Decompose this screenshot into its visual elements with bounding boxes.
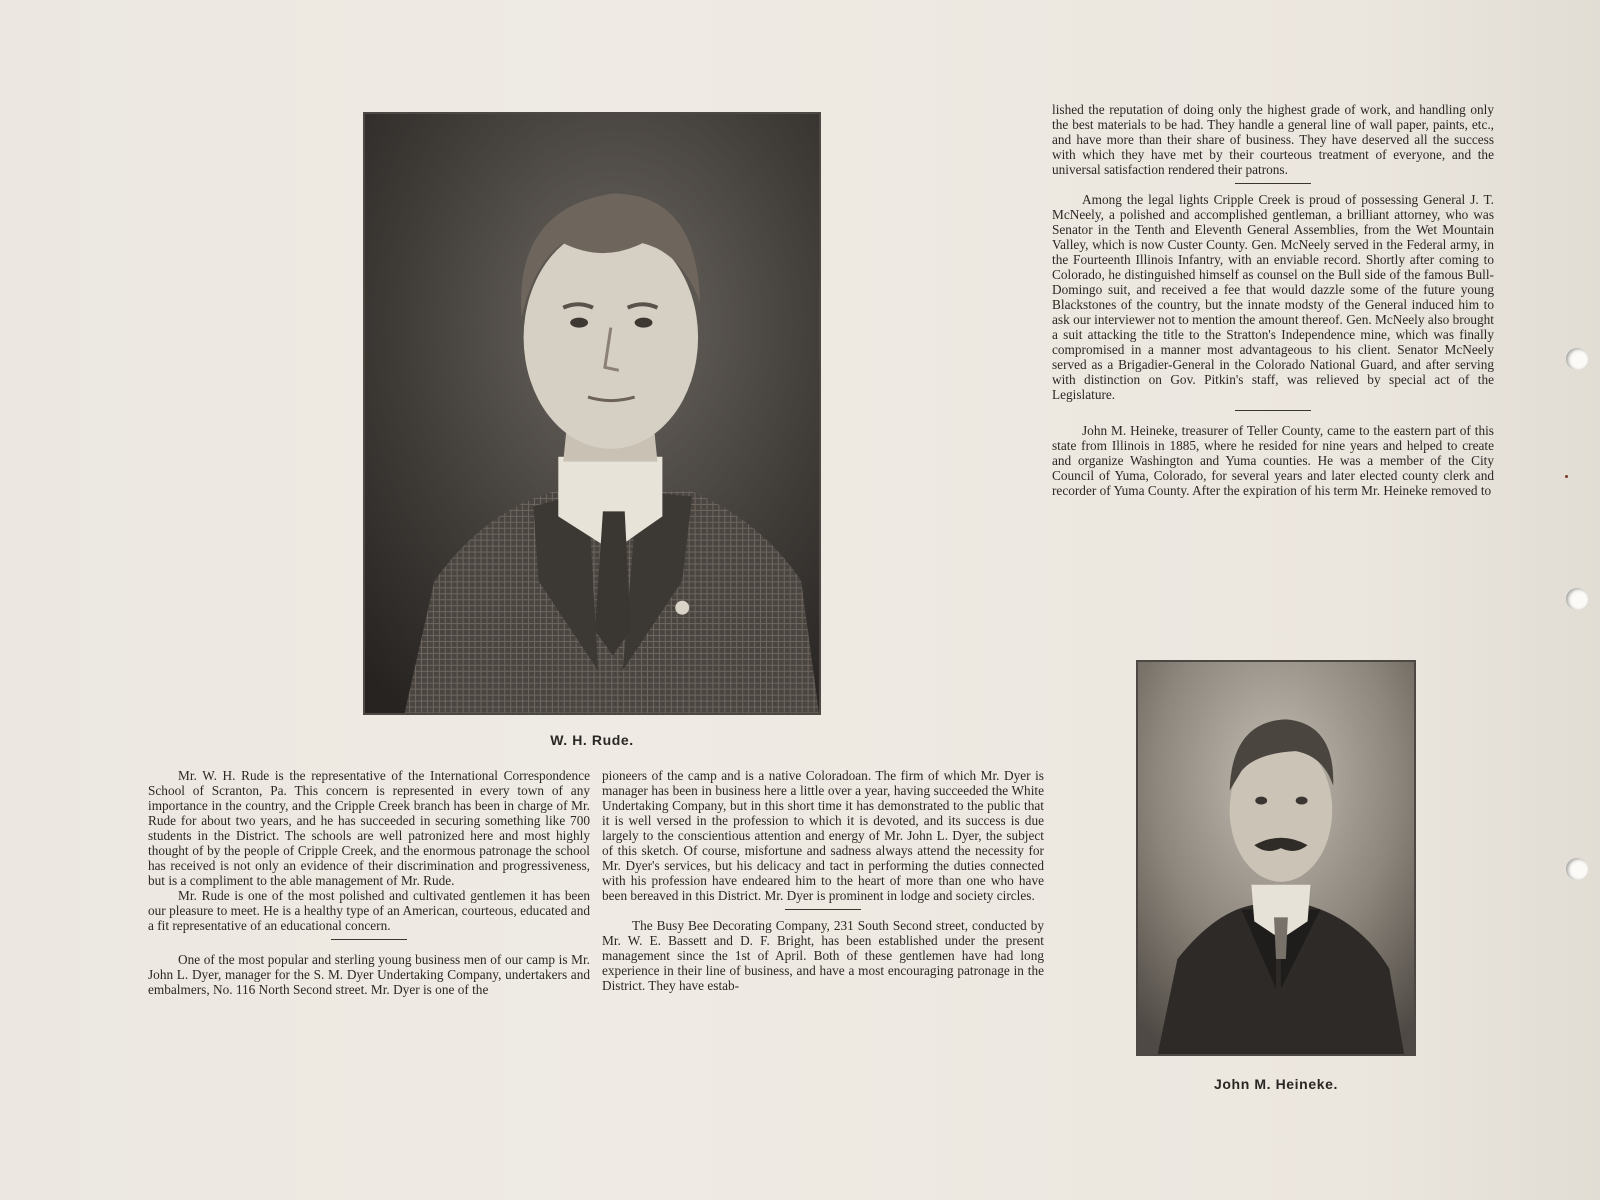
paper-speck [1565,475,1568,478]
paragraph-dyer-continued: pioneers of the camp and is a native Coloradoan. The firm of which Mr. Dyer is manager has been in business here a little over a year, having succeeded the White Undertaking Company, but in this short time it has demonstrated to the public that it is well versed in the profession to which it is devoted, and its success is due largely to the conscientious attention and energy of Mr. John L. Dyer, the subject of this sketch. Of course, misfortune and sadness always attend the necessity for Mr. Dyer's services, but his delicacy and tact in performing the duties connected with his profession have endeared him to the heart of more than one who have been bereaved in this District. Mr. Dyer is prominent in lodge and society circles. [602,768,1044,903]
paragraph-busy-bee-continued: lished the reputation of doing only the highest grade of work, and handling only the best materials to be had. They handle a general line of wall paper, paints, etc., and have more than their share of business. They have deserved all the success with which they have met by their courteous treatment of everyone, and the universal satisfaction rendered their patrons. [1052,102,1494,177]
section-divider [1235,410,1311,411]
portrait-w-h-rude-image [365,114,819,713]
binder-hole-bottom [1566,858,1588,880]
section-divider [785,909,861,910]
portrait-john-m-heineke-image [1138,662,1414,1054]
paragraph-mcneely: Among the legal lights Cripple Creek is proud of possessing General J. T. McNeely, a polished and accomplished gentleman, a brilliant attorney, who was Senator in the Tenth and Eleventh General Assemblies, from the Wet Mountain Valley, which is now Custer County. Gen. McNeely served in the Federal army, in the Fourteenth Illinois Infantry, with an enviable record. Shortly after coming to Colorado, he distinguished himself as counsel on the Bull side of the famous Bull-Domingo suit, and received a fee that would dazzle some of the future young Blackstones of the country, but the innate modsty of the General induced him to ask our interviewer not to mention the amount thereof. Gen. McNeely also brought a suit attacking the title to the Stratton's Independence mine, which was finally compromised in a manner most advantageous to his client. Senator McNeely served as a Brigadier-General in the Colorado National Guard, and after serving with distinction on Gov. Pitkin's staff, was relieved by special act of the Legislature. [1052,192,1494,402]
text-column-right [1052,102,1494,498]
section-divider [1235,183,1311,184]
paragraph-rude-school: Mr. W. H. Rude is the representative of the International Correspondence School of Scranton, Pa. This concern is represented in every town of any importance in the country, and the Cripple Creek branch has been in charge of Mr. Rude for about two years, and he has succeeded in securing something like 700 students in the District. The schools are well patronized here and most highly thought of by the people of Cripple Creek, and the enormous patronage the school has received is not only an evidence of their discrimination and progressiveness, but is a compliment to the able management of Mr. Rude. [148,768,590,888]
caption-john-m-heineke: John M. Heineke. [1214,1076,1338,1092]
caption-w-h-rude: W. H. Rude. [550,732,634,748]
text-column-left [148,768,590,997]
binder-hole-top [1566,348,1588,370]
portrait-w-h-rude [363,112,821,715]
text-column-middle [602,768,1044,993]
binder-hole-middle [1566,588,1588,610]
paragraph-dyer-intro: One of the most popular and sterling young business men of our camp is Mr. John L. Dyer, manager for the S. M. Dyer Undertaking Company, undertakers and embalmers, No. 116 North Second street. Mr. Dyer is one of the [148,952,590,997]
section-divider [331,939,407,940]
paragraph-rude-character: Mr. Rude is one of the most polished and cultivated gentlemen it has been our pleasure to meet. He is a healthy type of an American, courteous, educated and a fit representative of an educational concern. [148,888,590,933]
paragraph-busy-bee: The Busy Bee Decorating Company, 231 South Second street, conducted by Mr. W. E. Bassett and D. F. Bright, has been established under the present management since the 1st of April. Both of these gentlemen have had long experience in their line of business, and have a most encouraging patronage in the District. They have estab- [602,918,1044,993]
paragraph-heineke: John M. Heineke, treasurer of Teller County, came to the eastern part of this state from Illinois in 1885, where he resided for nine years and helped to create and organize Washington and Yuma counties. He was a member of the City Council of Yuma, Colorado, for several years and later elected county clerk and recorder of Yuma County. After the expiration of his term Mr. Heineke removed to [1052,423,1494,498]
portrait-john-m-heineke [1136,660,1416,1056]
